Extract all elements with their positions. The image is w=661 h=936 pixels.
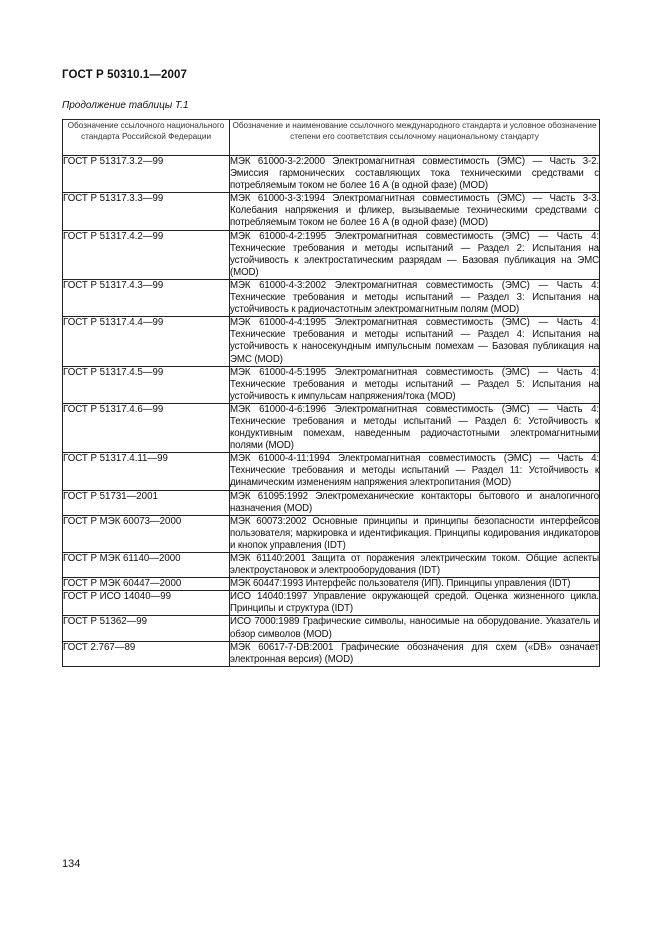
national-standard-code: ГОСТ Р 51317.4.4—99 bbox=[63, 317, 230, 366]
table-row bbox=[63, 553, 600, 578]
table-row bbox=[63, 515, 600, 552]
international-standard-description: МЭК 60073:2002 Основные принципы и принципы безопасности интерфейсов пользователя; маркировка и идентификация. Принципы кодирования индикаторов и кнопок управления (IDT) bbox=[230, 515, 599, 551]
table-row bbox=[63, 279, 600, 316]
national-standard-code: ГОСТ Р 51317.4.6—99 bbox=[63, 403, 230, 452]
table-row bbox=[63, 616, 600, 641]
national-standard-code: ГОСТ Р МЭК 60447—2000 bbox=[63, 578, 230, 591]
international-standard-description: МЭК 60617-7-DB:2001 Графические обозначения для схем («DB» означает электронная версия) (MOD) bbox=[230, 641, 599, 665]
table-row bbox=[63, 490, 600, 515]
table-row bbox=[63, 193, 600, 230]
international-standard-description: МЭК 61140:2001 Защита от поражения электрическим током. Общие аспекты электроустановок и электрооборудования (IDT) bbox=[230, 553, 599, 577]
national-standard-code: ГОСТ Р 51317.4.2—99 bbox=[63, 230, 230, 279]
national-standard-code: ГОСТ 2.767—89 bbox=[63, 641, 230, 666]
international-standard-description: МЭК 61000-4-5:1995 Электромагнитная совместимость (ЭМС) — Часть 4: Технические требования и методы испытаний — Раздел 5: Испытания на устойчивость к импульсам напряжения/тока (MOD) bbox=[230, 366, 599, 402]
table-row bbox=[63, 591, 600, 616]
column-header-national-standard: Обозначение ссылочного национального стандарта Российской Федерации bbox=[63, 120, 230, 156]
national-standard-code: ГОСТ Р 51731—2001 bbox=[63, 490, 230, 515]
reference-standards-table bbox=[62, 119, 600, 667]
table-row bbox=[63, 403, 600, 452]
table-row bbox=[63, 230, 600, 279]
column-header-international-standard: Обозначение и наименование ссылочного международного стандарта и условное обозначение степени его соответствия ссылочному национальному стандарту bbox=[230, 120, 600, 156]
international-standard-description: ИСО 7000:1989 Графические символы, наносимые на оборудование. Указатель и обзор символов (MOD) bbox=[230, 616, 599, 640]
national-standard-code: ГОСТ Р 51317.4.11—99 bbox=[63, 453, 230, 490]
international-standard-description: МЭК 61000-4-6:1996 Электромагнитная совместимость (ЭМС) — Часть 4: Технические требования и методы испытаний — Раздел 6: Устойчивость к кондуктивным помехам, наведенным радиочастотными электромагнитными полями (MOD) bbox=[230, 403, 599, 452]
international-standard-description: МЭК 60447:1993 Интерфейс пользователя (ИП). Принципы управления (IDT) bbox=[230, 578, 600, 591]
national-standard-code: ГОСТ Р МЭК 60073—2000 bbox=[63, 515, 230, 552]
international-standard-description: МЭК 61095:1992 Электромеханические контакторы бытового и аналогичного назначения (MOD) bbox=[230, 490, 599, 514]
table-row bbox=[63, 578, 600, 591]
table-row bbox=[63, 317, 600, 366]
table-body bbox=[63, 156, 600, 667]
table-header-row bbox=[63, 120, 600, 156]
national-standard-code: ГОСТ Р 51317.3.3—99 bbox=[63, 193, 230, 230]
table-row bbox=[63, 641, 600, 666]
international-standard-description: МЭК 61000-4-11:1994 Электромагнитная совместимость (ЭМС) — Часть 4: Технические требования и методы испытаний — Раздел 11: Устойчивость к динамическим изменениям напряжения электропитания (MOD) bbox=[230, 453, 599, 489]
international-standard-description: МЭК 61000-4-4:1995 Электромагнитная совместимость (ЭМС) — Часть 4: Технические требования и методы испытаний — Раздел 4: Испытания на устойчивость к наносекундным импульсным помехам — Базовая публикация на ЭМС (MOD) bbox=[230, 317, 599, 365]
table-row bbox=[63, 453, 600, 490]
international-standard-description: МЭК 61000-4-2:1995 Электромагнитная совместимость (ЭМС) — Часть 4: Технические требования и методы испытаний — Раздел 2: Испытания на устойчивость к электростатическим разрядам — Базовая публикация на ЭМС (MOD) bbox=[230, 230, 599, 278]
table-row bbox=[63, 156, 600, 193]
national-standard-code: ГОСТ Р МЭК 61140—2000 bbox=[63, 553, 230, 578]
document-code: ГОСТ Р 50310.1—2007 bbox=[62, 69, 187, 81]
table-row bbox=[63, 366, 600, 403]
table-continuation-caption: Продолжение таблицы Т.1 bbox=[62, 100, 189, 111]
national-standard-code: ГОСТ Р 51317.3.2—99 bbox=[63, 156, 230, 193]
national-standard-code: ГОСТ Р ИСО 14040—99 bbox=[63, 591, 230, 616]
international-standard-description: МЭК 61000-4-3:2002 Электромагнитная совместимость (ЭМС) — Часть 4: Технические требования и методы испытаний — Раздел 3: Испытания на устойчивость к радиочастотным электромагнитным полям (MOD) bbox=[230, 279, 599, 316]
international-standard-description: ИСО 14040:1997 Управление окружающей средой. Оценка жизненного цикла. Принципы и структура (IDT) bbox=[230, 591, 599, 615]
page-number: 134 bbox=[62, 858, 81, 870]
national-standard-code: ГОСТ Р 51317.4.5—99 bbox=[63, 366, 230, 403]
international-standard-description: МЭК 61000-3-3:1994 Электромагнитная совместимость (ЭМС) — Часть 3-3. Колебания напряжения и фликер, вызываемые техническими средствами с потребляемым током не более 16 А (в одной фазе) (MOD) bbox=[230, 193, 599, 229]
national-standard-code: ГОСТ Р 51362—99 bbox=[63, 616, 230, 641]
national-standard-code: ГОСТ Р 51317.4.3—99 bbox=[63, 279, 230, 316]
international-standard-description: МЭК 61000-3-2:2000 Электромагнитная совместимость (ЭМС) — Часть 3-2. Эмиссия гармонических составляющих тока техническими средствами с потребляемым током не более 16 А (в одной фазе) (MOD) bbox=[230, 156, 599, 192]
